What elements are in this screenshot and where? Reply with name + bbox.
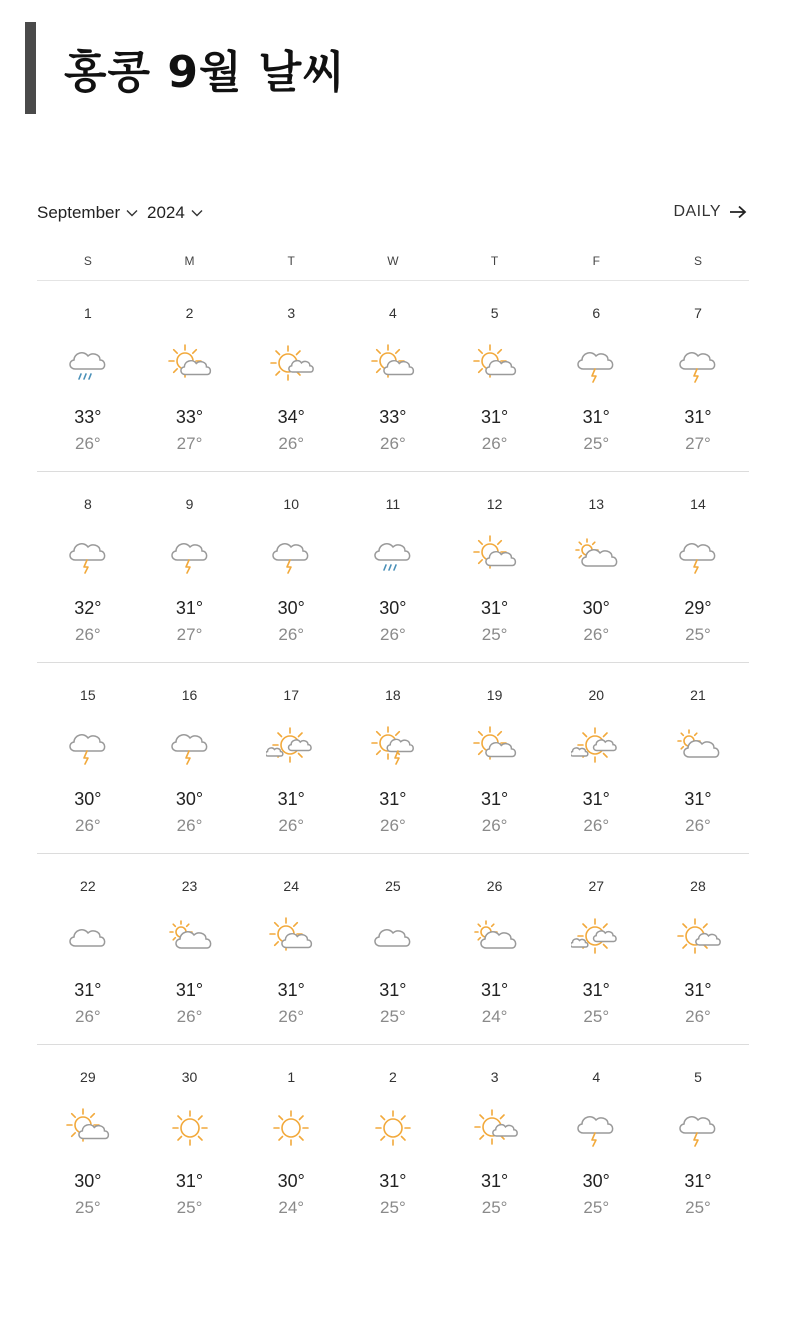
low-temperature: 26° [278,1007,305,1026]
day-number: 8 [83,496,92,512]
day-cell[interactable] [444,1045,546,1235]
high-temperature: 31° [175,980,204,1000]
sun-icon [266,1105,316,1151]
calendar-controls [37,203,749,229]
day-number: 14 [690,496,706,512]
low-temperature: 25° [176,1198,203,1217]
week-row [37,281,749,472]
sun-small-cloud-icon [470,1105,520,1151]
thunderstorm-icon [673,1105,723,1151]
low-temperature: 25° [583,434,610,453]
day-cell[interactable] [342,472,444,662]
day-number: 3 [490,1069,499,1085]
low-temperature: 26° [74,1007,101,1026]
low-temperature: 25° [380,1007,406,1026]
page-header [25,22,346,114]
day-number: 24 [283,878,299,894]
week-row [37,663,749,854]
low-temperature: 26° [278,816,305,835]
day-cell[interactable] [545,472,647,662]
rain-icon [368,532,418,578]
low-temperature: 26° [176,816,203,835]
low-temperature: 25° [481,1198,508,1217]
sun-behind-cloud-icon [368,341,418,387]
low-temperature: 26° [278,625,305,644]
low-temperature: 26° [176,1007,203,1026]
high-temperature: 31° [684,407,712,427]
low-temperature: 26° [583,816,610,835]
weekday-label: W [387,254,399,268]
mostly-cloudy-icon [673,723,723,769]
high-temperature: 31° [480,1171,509,1191]
low-temperature: 25° [380,1198,406,1217]
sun-icon [165,1105,215,1151]
cloud-icon [368,914,418,960]
high-temperature: 31° [684,980,712,1000]
weekday-label: M [184,254,195,268]
high-temperature: 31° [175,598,204,618]
day-cell[interactable] [545,854,647,1044]
high-temperature: 30° [74,1171,102,1191]
low-temperature: 26° [380,625,406,644]
low-temperature: 27° [685,434,711,453]
day-cell[interactable] [342,281,444,471]
month-select[interactable] [37,203,138,223]
cloud-icon [63,914,113,960]
low-temperature: 25° [583,1198,610,1217]
weekday-header [37,245,749,281]
low-temperature: 24° [481,1007,508,1026]
mostly-cloudy-icon [165,914,215,960]
week-row [37,854,749,1045]
day-cell[interactable] [240,281,342,471]
day-number: 10 [283,496,299,512]
high-temperature: 31° [582,407,610,427]
day-cell[interactable] [647,472,749,662]
day-number: 7 [694,305,702,321]
day-number: 4 [592,1069,601,1085]
high-temperature: 31° [74,980,102,1000]
mostly-cloudy-icon [470,914,520,960]
high-temperature: 30° [582,1171,610,1191]
day-number: 21 [690,687,706,703]
low-temperature: 26° [481,434,508,453]
high-temperature: 33° [74,407,102,427]
sun-icon [368,1105,418,1151]
sun-small-cloud-icon [266,341,316,387]
thunderstorm-icon [571,341,621,387]
high-temperature: 31° [379,980,407,1000]
weekday-label: S [83,254,92,268]
low-temperature: 26° [380,816,406,835]
high-temperature: 31° [277,980,305,1000]
day-number: 26 [486,878,503,894]
arrow-right-icon [729,205,747,219]
day-cell[interactable] [240,1045,342,1235]
high-temperature: 30° [582,598,610,618]
high-temperature: 30° [74,789,102,809]
month-select-label: September [37,203,121,222]
low-temperature: 26° [685,1007,711,1026]
day-cell[interactable] [37,281,139,471]
day-cell[interactable] [37,472,139,662]
low-temperature: 26° [74,816,101,835]
day-number: 20 [588,687,605,703]
day-cell[interactable] [647,663,749,853]
day-cell[interactable] [647,281,749,471]
day-number: 13 [588,496,605,512]
high-temperature: 31° [175,1171,204,1191]
low-temperature: 25° [685,625,711,644]
daily-view-label: DAILY [673,203,721,220]
chevron-down-icon [126,209,138,217]
high-temperature: 31° [379,789,407,809]
day-cell[interactable] [240,663,342,853]
day-cell[interactable] [37,854,139,1044]
chevron-down-icon [191,209,203,217]
low-temperature: 25° [583,1007,610,1026]
thunderstorm-icon [165,532,215,578]
day-number: 2 [185,305,194,321]
low-temperature: 26° [74,434,101,453]
weekday-label: T [287,254,295,268]
low-temperature: 26° [380,434,406,453]
low-temperature: 26° [583,625,610,644]
day-cell[interactable] [240,472,342,662]
day-number: 28 [690,878,706,894]
day-number: 5 [490,305,499,321]
high-temperature: 34° [277,407,305,427]
high-temperature: 31° [480,598,509,618]
high-temperature: 31° [480,980,509,1000]
day-number: 2 [389,1069,397,1085]
low-temperature: 27° [176,625,203,644]
day-number: 15 [80,687,96,703]
day-number: 22 [80,878,96,894]
thunderstorm-icon [266,532,316,578]
sun-behind-cloud-icon [165,341,215,387]
mostly-cloudy-icon [571,532,621,578]
high-temperature: 30° [277,598,305,618]
high-temperature: 31° [582,789,610,809]
day-cell[interactable] [647,1045,749,1235]
high-temperature: 31° [684,789,712,809]
day-number: 25 [385,878,401,894]
day-number: 23 [181,878,198,894]
high-temperature: 31° [480,789,509,809]
week-row [37,472,749,663]
day-number: 16 [181,687,198,703]
day-cell[interactable] [444,854,546,1044]
sun-two-clouds-icon [266,723,316,769]
weekday-label: S [693,254,702,268]
high-temperature: 29° [684,598,712,618]
low-temperature: 26° [685,816,711,835]
year-select[interactable] [147,203,203,223]
day-cell[interactable] [545,1045,647,1235]
day-cell[interactable] [444,472,546,662]
low-temperature: 26° [74,625,101,644]
day-cell[interactable] [139,854,241,1044]
day-number: 11 [385,496,401,512]
day-cell[interactable] [545,281,647,471]
thunderstorm-icon [571,1105,621,1151]
day-number: 17 [283,687,299,703]
page-title: 홍콩 9월 날씨 [64,47,346,98]
weekday-label: F [592,254,600,268]
sun-small-cloud-icon [673,914,723,960]
day-number: 19 [486,687,503,703]
day-number: 1 [83,305,92,321]
year-select-label: 2024 [147,203,185,222]
sun-behind-cloud-icon [470,532,520,578]
day-cell[interactable] [444,281,546,471]
thunderstorm-icon [673,532,723,578]
low-temperature: 25° [481,625,508,644]
low-temperature: 24° [278,1198,305,1217]
calendar-grid [37,245,749,1235]
day-number: 5 [694,1069,702,1085]
day-cell[interactable] [545,663,647,853]
sun-behind-cloud-icon [470,723,520,769]
daily-view-link[interactable] [673,203,747,221]
sun-two-clouds-icon [571,914,621,960]
thunderstorm-icon [673,341,723,387]
low-temperature: 25° [685,1198,711,1217]
sun-behind-cloud-icon [470,341,520,387]
high-temperature: 31° [684,1171,712,1191]
day-cell[interactable] [139,1045,241,1235]
sun-two-clouds-icon [571,723,621,769]
sun-cloud-lightning-icon [368,723,418,769]
day-cell[interactable] [342,854,444,1044]
high-temperature: 32° [74,598,102,618]
day-cell[interactable] [342,1045,444,1235]
low-temperature: 26° [278,434,305,453]
day-number: 12 [486,496,503,512]
weekday-label: T [490,254,499,268]
day-number: 3 [287,305,296,321]
high-temperature: 31° [480,407,509,427]
day-cell[interactable] [444,663,546,853]
day-cell[interactable] [139,663,241,853]
day-cell[interactable] [139,281,241,471]
day-number: 18 [385,687,401,703]
thunderstorm-icon [63,532,113,578]
high-temperature: 31° [379,1171,407,1191]
day-cell[interactable] [139,472,241,662]
high-temperature: 30° [175,789,204,809]
day-cell[interactable] [240,854,342,1044]
high-temperature: 33° [379,407,407,427]
day-number: 1 [287,1069,296,1085]
low-temperature: 25° [74,1198,101,1217]
sun-behind-cloud-icon [266,914,316,960]
day-number: 30 [181,1069,198,1085]
day-cell[interactable] [37,1045,139,1235]
high-temperature: 30° [379,598,407,618]
day-cell[interactable] [342,663,444,853]
high-temperature: 30° [277,1171,305,1191]
high-temperature: 31° [277,789,305,809]
high-temperature: 31° [582,980,610,1000]
day-number: 9 [185,496,194,512]
title-accent-bar [25,22,36,114]
low-temperature: 26° [481,816,508,835]
thunderstorm-icon [165,723,215,769]
day-number: 27 [588,878,605,894]
day-cell[interactable] [37,663,139,853]
sun-behind-cloud-icon [63,1105,113,1151]
rain-icon [63,341,113,387]
day-number: 29 [80,1069,96,1085]
day-number: 4 [389,305,397,321]
thunderstorm-icon [63,723,113,769]
day-number: 6 [592,305,601,321]
week-row [37,1045,749,1235]
high-temperature: 33° [175,407,204,427]
low-temperature: 27° [176,434,203,453]
day-cell[interactable] [647,854,749,1044]
